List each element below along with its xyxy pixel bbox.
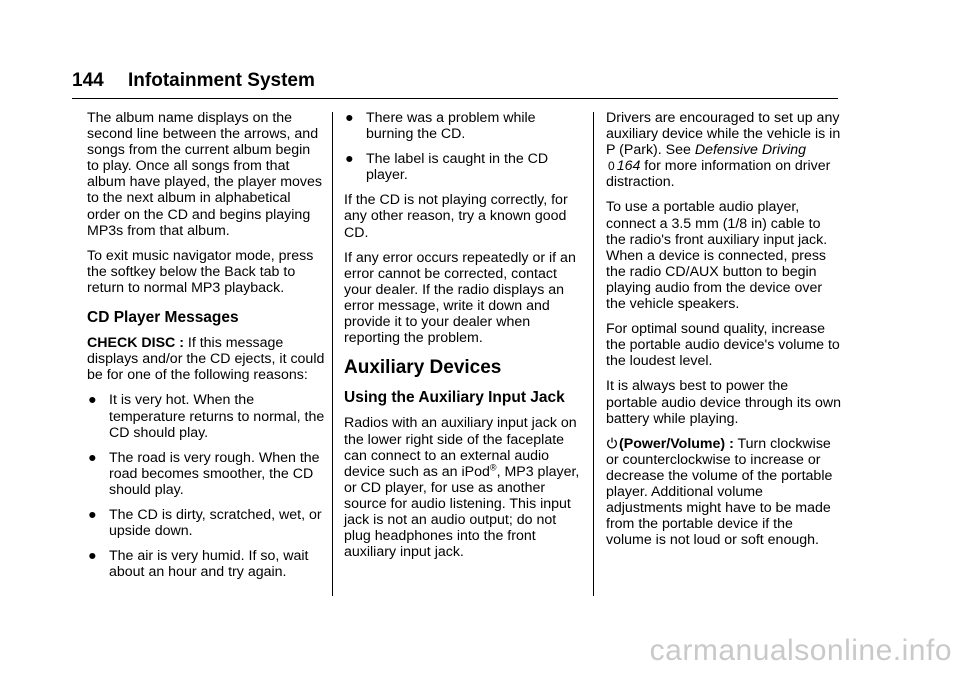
- power-icon: [606, 437, 618, 449]
- exit-navigator-paragraph: To exit music navigator mode, press the softkey below the Back tab to return to normal MP3 playback.: [87, 247, 314, 296]
- list-item-text: The CD is dirty, scratched, wet, or upside down.: [109, 506, 322, 540]
- list-item-text: There was a problem while burning the CD.: [366, 110, 536, 143]
- column-2: [344, 110, 582, 569]
- auxiliary-jack-text-cont: , MP3 player, or CD player, for use as another source for audio listening. This input jack is not an audio output; do not plug headphones into the front auxiliary input jack.: [344, 463, 580, 561]
- auxiliary-jack-paragraph: [344, 415, 582, 560]
- repeated-error-paragraph: If any error occurs repeatedly or if an error cannot be corrected, contact your dealer. If the radio displays an error message, write it down and provide it to your dealer when reporting the problem.: [344, 249, 576, 347]
- power-volume-term: (Power/Volume) :: [619, 435, 734, 452]
- portable-player-paragraph: To use a portable audio player, connect a 3.5 mm (1/8 in) cable to the radio's front auxiliary input jack. When a device is connected, press the radio CD/AUX button to begin playing audio from the device over the vehicle speakers.: [606, 199, 828, 313]
- bullet-icon: ●: [88, 392, 97, 409]
- list-item: [344, 151, 582, 183]
- watermark: carmanualsonline.info: [649, 634, 952, 667]
- page-header: [72, 70, 838, 100]
- list-item: [87, 507, 325, 539]
- list-item: [87, 548, 325, 580]
- cd-player-messages-heading: CD Player Messages: [87, 309, 239, 327]
- column-1: [87, 110, 325, 589]
- album-navigation-paragraph: The album name displays on the second line between the arrows, and songs from the current album begin to play. Once all songs from that album have played, the player moves to the next album in alphabetical order on the CD and begins playing MP3s from that album.: [87, 110, 323, 239]
- try-known-good-cd-paragraph: If the CD is not playing correctly, for any other reason, try a known good CD.: [344, 192, 568, 241]
- column-divider: [332, 112, 333, 596]
- column-3: [606, 110, 842, 557]
- bullet-icon: ●: [345, 151, 354, 168]
- sound-quality-paragraph: For optimal sound quality, increase the portable audio device's volume to the loudest level.: [606, 321, 840, 370]
- defensive-driving-link[interactable]: Defensive Driving: [694, 142, 807, 159]
- check-disc-text: If this message displays and/or the CD ejects, it could be for one of the following reasons:: [87, 335, 325, 384]
- list-item: [87, 392, 325, 440]
- auxiliary-input-jack-heading: Using the Auxiliary Input Jack: [344, 389, 565, 407]
- list-item-text: The air is very humid. If so, wait about an hour and try again.: [109, 548, 309, 581]
- header-rule: [72, 98, 838, 99]
- page-reference[interactable]: 164: [616, 158, 641, 175]
- check-disc-term: CHECK DISC :: [87, 335, 184, 352]
- column-divider: [593, 112, 594, 596]
- battery-power-paragraph: It is always best to power the portable audio device through its own battery while playing.: [606, 378, 842, 427]
- check-disc-paragraph: [87, 335, 325, 383]
- bullet-icon: ●: [88, 449, 97, 466]
- list-item-text: The label is caught in the CD player.: [366, 151, 549, 184]
- power-volume-text: Turn clockwise or counterclockwise to increase or decrease the volume of the portable player. Additional volume adjustments might have to be made from the portable device if the volume is not loud or soft enough.: [606, 435, 833, 549]
- list-item: [87, 450, 325, 498]
- chapter-title: Infotainment System: [128, 70, 315, 91]
- list-item-text: It is very hot. When the temperature returns to normal, the CD should play.: [109, 392, 325, 441]
- auxiliary-devices-heading: Auxiliary Devices: [344, 357, 502, 379]
- auxiliary-jack-text: Radios with an auxiliary input jack on the lower right side of the faceplate can connect to an external audio device such as an iPod: [344, 415, 577, 480]
- power-volume-paragraph: [606, 436, 842, 549]
- bullet-icon: ●: [88, 506, 97, 523]
- driver-distraction-text-cont: for more information on driver distraction.: [606, 158, 831, 191]
- registered-mark: ®: [489, 461, 497, 472]
- list-item: [344, 110, 582, 142]
- page-reference-arrow-icon: 0: [608, 159, 615, 174]
- page-number: 144: [72, 70, 104, 91]
- list-item-text: The road is very rough. When the road becomes smoother, the CD should play.: [109, 449, 320, 498]
- bullet-icon: ●: [88, 548, 97, 565]
- driver-distraction-paragraph: [606, 110, 842, 190]
- driver-distraction-text: Drivers are encouraged to set up any auxiliary device while the vehicle is in P (Park). See: [606, 110, 841, 159]
- bullet-icon: ●: [345, 110, 354, 126]
